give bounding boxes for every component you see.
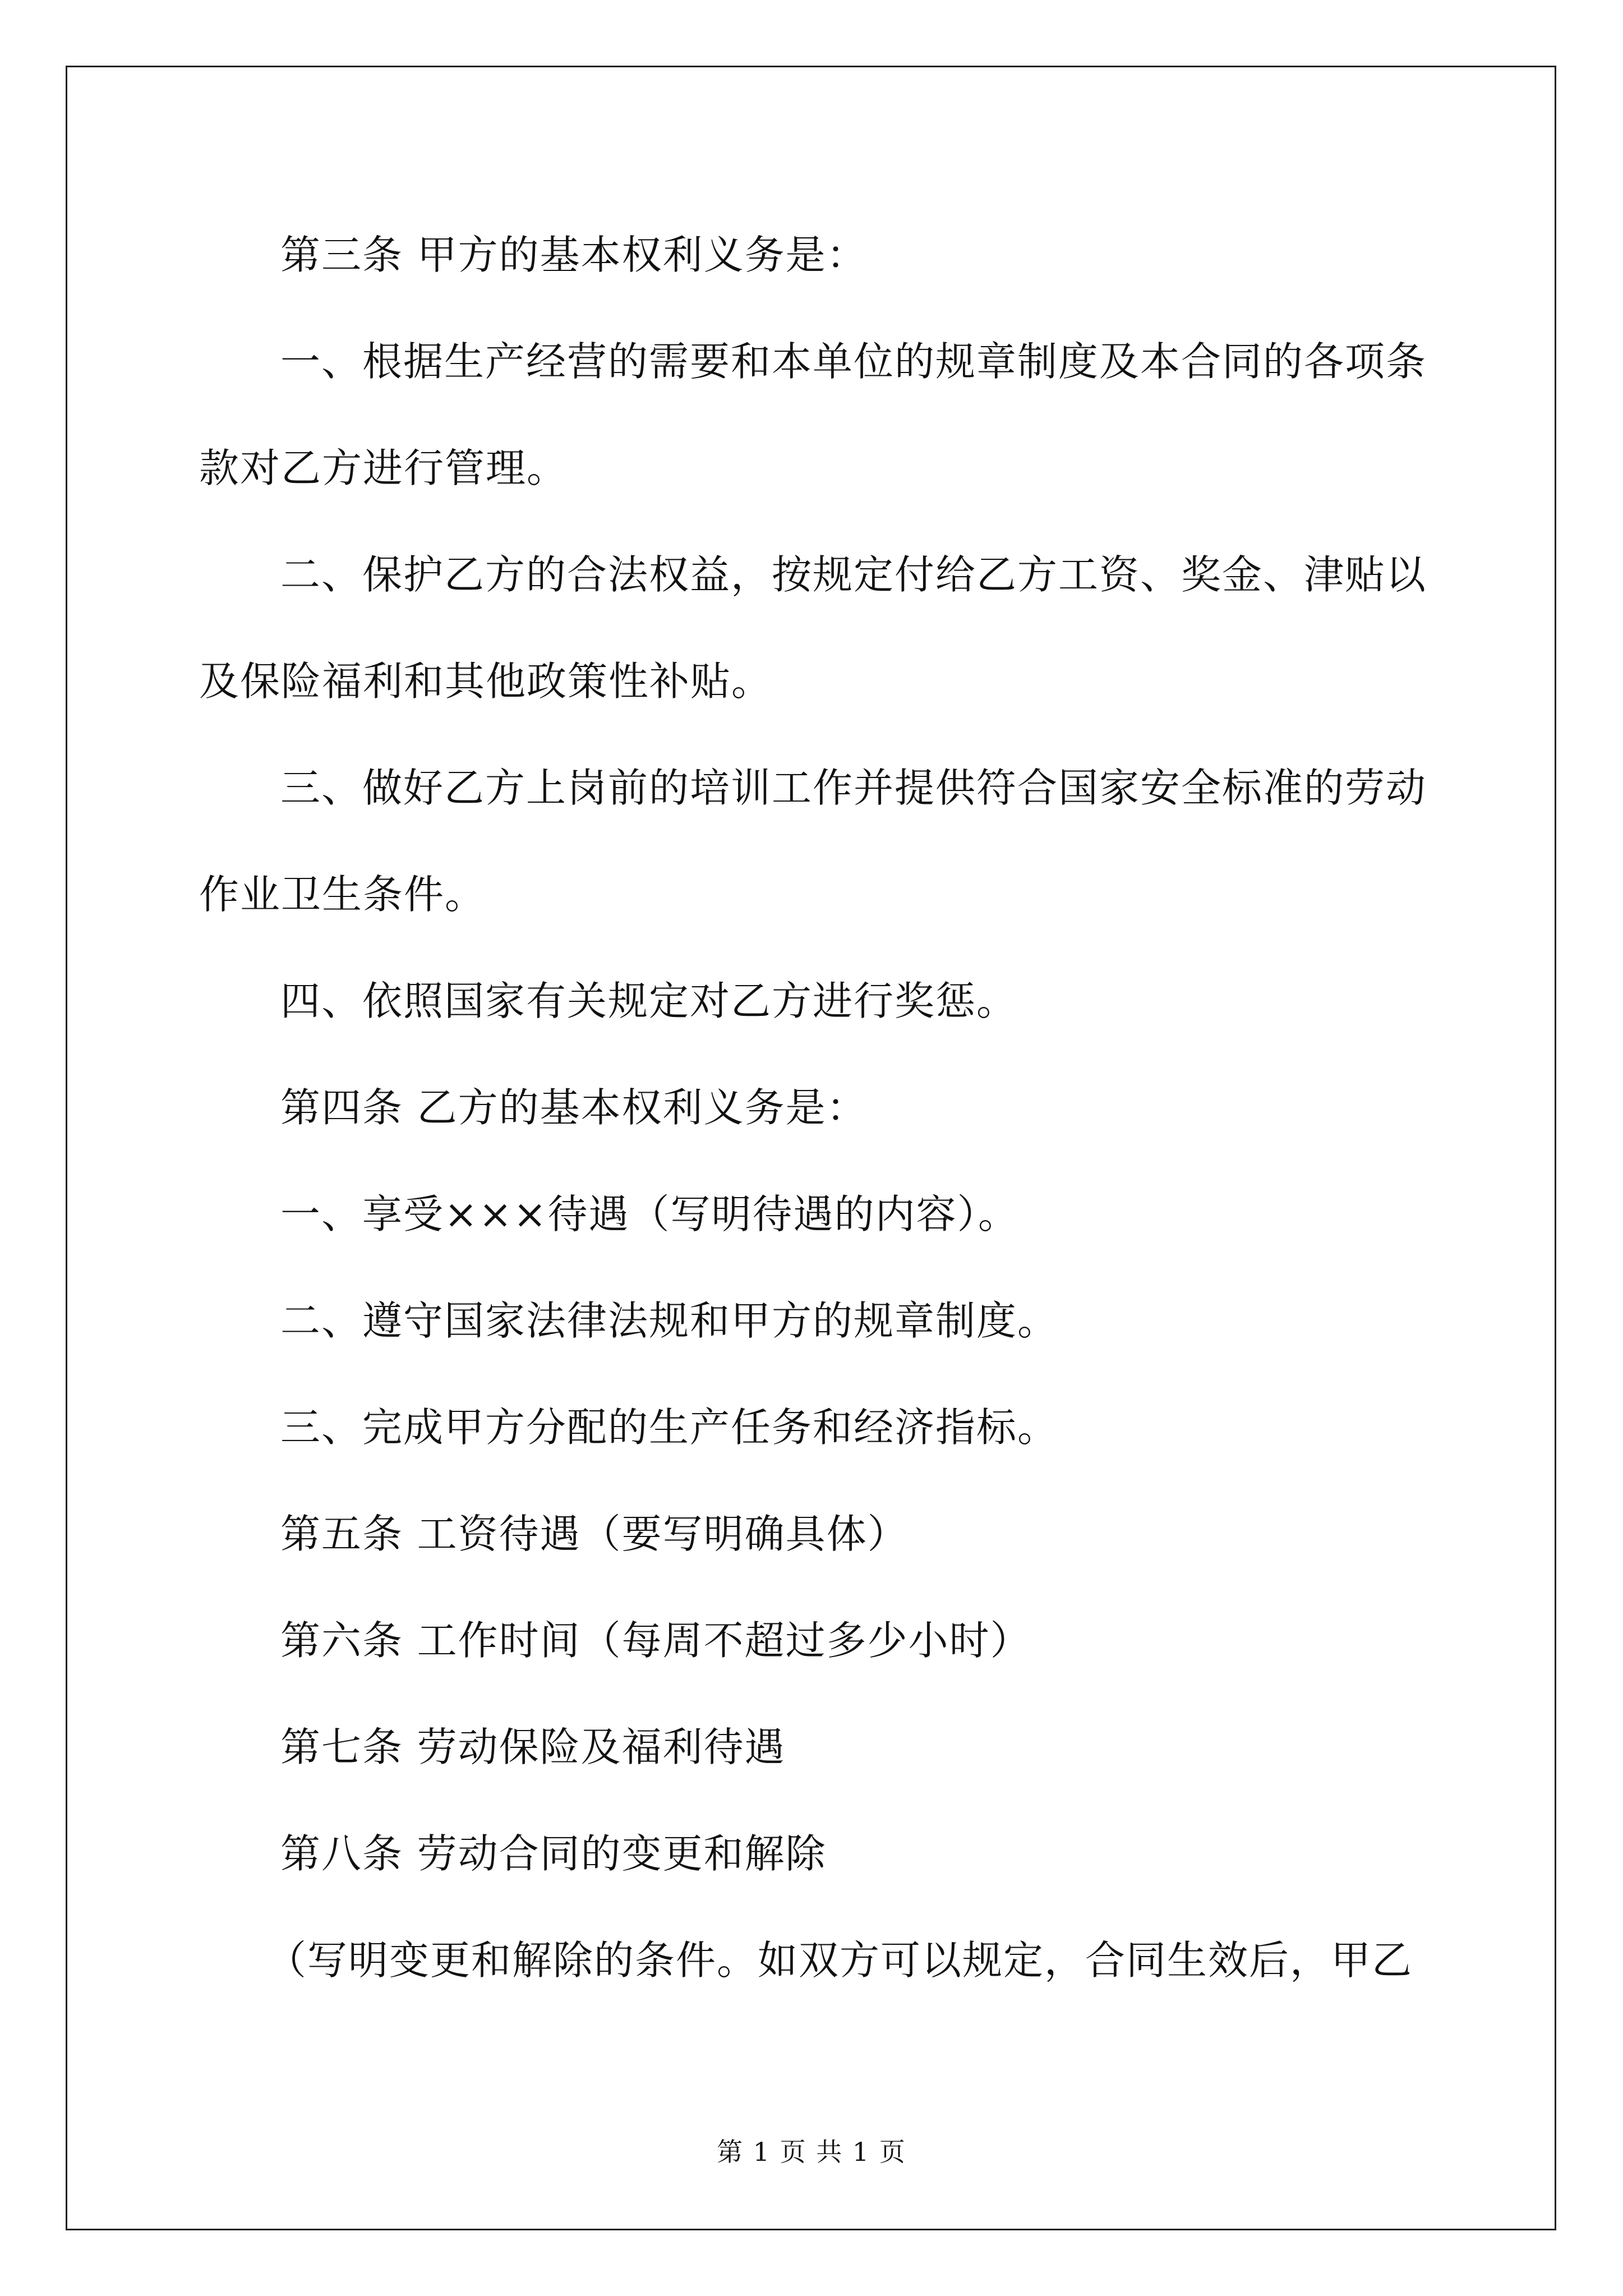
article-3-item-2-line-2: 及保险福利和其他政策性补贴。 <box>199 658 773 705</box>
article-8-note: （写明变更和解除的条件。如双方可以规定，合同生效后，甲乙 <box>266 1937 1413 1984</box>
article-4-item-1: 一、享受×××待遇（写明待遇的内容）。 <box>280 1191 1019 1237</box>
article-4-item-2: 二、遵守国家法律法规和甲方的规章制度。 <box>280 1297 1059 1344</box>
article-3-item-3-line-1: 三、做好乙方上岗前的培训工作并提供符合国家安全标准的劳动 <box>280 765 1427 811</box>
article-3-item-1-line-2: 款对乙方进行管理。 <box>199 445 568 491</box>
article-3-item-4: 四、依照国家有关规定对乙方进行奖惩。 <box>280 978 1018 1024</box>
article-3-item-1-line-1: 一、根据生产经营的需要和本单位的规章制度及本合同的各项条 <box>280 338 1427 385</box>
article-7: 第七条 劳动保险及福利待遇 <box>280 1724 786 1770</box>
page-footer: 第 1 页 共 1 页 <box>717 2137 906 2167</box>
article-4-item-3: 三、完成甲方分配的生产任务和经济指标。 <box>280 1404 1059 1451</box>
article-6: 第六条 工作时间（每周不超过多少小时） <box>280 1617 1031 1664</box>
article-3-heading: 第三条 甲方的基本权利义务是： <box>280 232 868 278</box>
article-3-item-3-line-2: 作业卫生条件。 <box>199 871 486 918</box>
article-4-heading: 第四条 乙方的基本权利义务是： <box>280 1084 868 1131</box>
article-3-item-2-line-1: 二、保护乙方的合法权益，按规定付给乙方工资、奖金、津贴以 <box>280 551 1427 598</box>
article-8: 第八条 劳动合同的变更和解除 <box>280 1830 827 1877</box>
document-body <box>199 202 1433 2014</box>
article-5: 第五条 工资待遇（要写明确具体） <box>280 1511 909 1557</box>
